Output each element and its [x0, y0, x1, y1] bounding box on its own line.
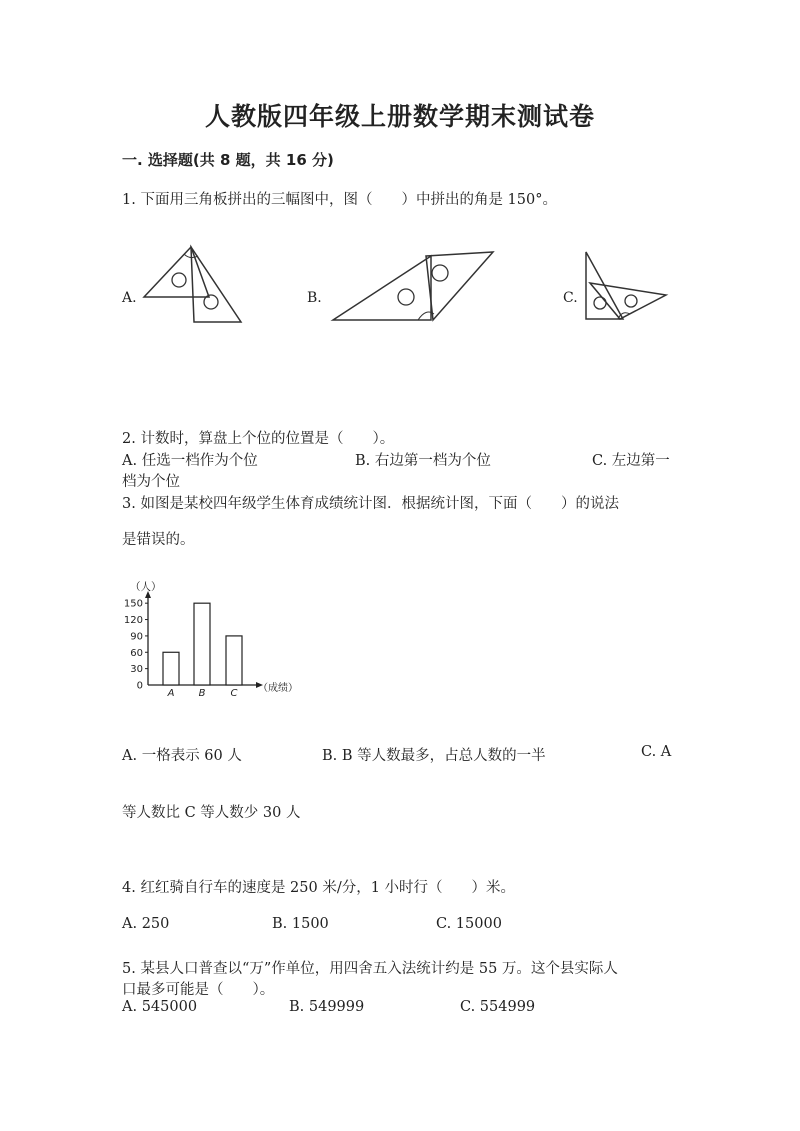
- section-heading: 一. 选择题(共 8 题，共 16 分): [122, 151, 334, 169]
- q3-stem-line2: 是错误的。: [122, 532, 195, 548]
- q3-option-c[interactable]: C. A: [641, 744, 672, 760]
- q5-option-b[interactable]: B. 549999: [289, 999, 365, 1015]
- q2-option-a[interactable]: A. 任选一档作为个位: [122, 453, 258, 469]
- q3-option-c-continued: 等人数比 C 等人数少 30 人: [122, 805, 301, 821]
- x-axis-label: （成绩）: [258, 683, 298, 694]
- bar-C: [226, 636, 242, 685]
- q5-stem-line1: 5. 某县人口普查以“万”作单位，用四舍五入法统计约是 55 万。这个县实际人: [122, 961, 618, 977]
- q5-option-a[interactable]: A. 545000: [122, 999, 198, 1015]
- q4-option-b[interactable]: B. 1500: [272, 916, 329, 932]
- q2-stem: 2. 计数时，算盘上个位的位置是（ ）。: [122, 431, 395, 447]
- q2-option-c-continued: 档为个位: [122, 474, 180, 490]
- q1-option-c[interactable]: C.: [563, 290, 578, 306]
- y-tick-label: 150: [123, 598, 143, 610]
- y-tick-label: 60: [130, 647, 143, 659]
- y-tick-label: 120: [123, 615, 143, 627]
- q2-option-b[interactable]: B. 右边第一档为个位: [355, 453, 491, 469]
- page-title: 人教版四年级上册数学期末测试卷: [204, 102, 595, 131]
- q4-stem: 4. 红红骑自行车的速度是 250 米/分，1 小时行（ ）米。: [122, 880, 516, 896]
- y-tick-label: 30: [130, 664, 143, 676]
- q3-bar-chart: [118, 580, 318, 705]
- y-tick-label: 90: [130, 631, 143, 643]
- q3-stem-line1: 3. 如图是某校四年级学生体育成绩统计图．根据统计图，下面（ ）的说法: [122, 496, 619, 512]
- x-tick-label: A: [167, 688, 175, 699]
- q3-option-b[interactable]: B. B 等人数最多，占总人数的一半: [322, 748, 546, 764]
- q1-option-a[interactable]: A.: [122, 290, 137, 306]
- bar-A: [163, 652, 179, 685]
- bar-B: [194, 603, 210, 685]
- q1-option-b[interactable]: B.: [307, 290, 322, 306]
- q5-stem-line2: 口最多可能是（ ）。: [122, 982, 275, 998]
- q3-option-a[interactable]: A. 一格表示 60 人: [122, 748, 242, 764]
- y-axis-label: （人）: [130, 581, 162, 593]
- q1-stem: 1. 下面用三角板拼出的三幅图中，图（ ）中拼出的角是 150°。: [122, 192, 557, 208]
- y-tick-label: 0: [136, 680, 143, 692]
- q1-figure-a: [130, 240, 250, 330]
- q1-figure-c: [580, 248, 675, 328]
- x-tick-label: C: [230, 688, 238, 699]
- q4-option-c[interactable]: C. 15000: [436, 916, 502, 932]
- x-tick-label: B: [198, 688, 206, 699]
- q5-option-c[interactable]: C. 554999: [460, 999, 536, 1015]
- q4-option-a[interactable]: A. 250: [122, 916, 170, 932]
- q1-figure-b: [330, 248, 500, 328]
- q2-option-c[interactable]: C. 左边第一: [592, 453, 670, 469]
